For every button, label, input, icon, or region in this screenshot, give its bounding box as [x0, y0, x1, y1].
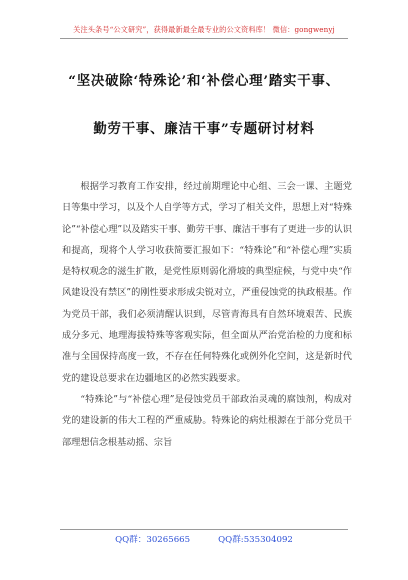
header-promo-note: 关注头条号“公文研究”，获得最新最全最专业的公文资料库！ 微信：gongwenyj	[73, 25, 335, 34]
footer-divider	[60, 529, 348, 530]
footer-qq-group-2: QQ群:535304092	[218, 535, 293, 545]
document-title-line-2: 勤劳干事、廉洁干事”专题研讨材料	[93, 121, 315, 137]
header-divider	[60, 38, 348, 39]
footer-contacts	[0, 533, 408, 545]
body-paragraph: “特殊论”与“补偿心理”是侵蚀党员干部政治灵魂的腐蚀剂，构成对党的建设新的伟大工程的严重威胁。特殊论的病灶根源在于部分党员干部理想信念根基动摇、宗旨	[62, 393, 352, 448]
footer-qq-group-1: QQ群：30265665	[115, 535, 191, 545]
body-paragraph: 根据学习教育工作安排，经过前期理论中心组、三会一课、主题党日等集中学习，以及个人自学等方式，学习了相关文件，思想上对“特殊论”“补偿心理”以及踏实干事、勤劳干事、廉洁干事有了更进一步的认识和提高，现将个人学习收获简要汇报如下：“特殊论”和“补偿心理”实质是特权观念的滋生扩散，是党性原则弱化滑坡的典型症候，与党中央“作风建设没有禁区”的刚性要求形成尖锐对立，严重侵蚀党的执政根基。作为党员干部，我们必须清醒认识到，尽管青海具有自然环境艰苦、民族成分多元、地理海拔特殊等客观实际，但全面从严治党治检的力度和标准与全国保持高度一致，不存在任何特殊化或例外化空间，这是新时代党的建设总要求在边疆地区的必然实践要求。	[62, 181, 352, 384]
document-body	[62, 176, 352, 453]
document-title-line-1: “坚决破除‘特殊论’和‘补偿心理’踏实干事、	[68, 73, 340, 89]
